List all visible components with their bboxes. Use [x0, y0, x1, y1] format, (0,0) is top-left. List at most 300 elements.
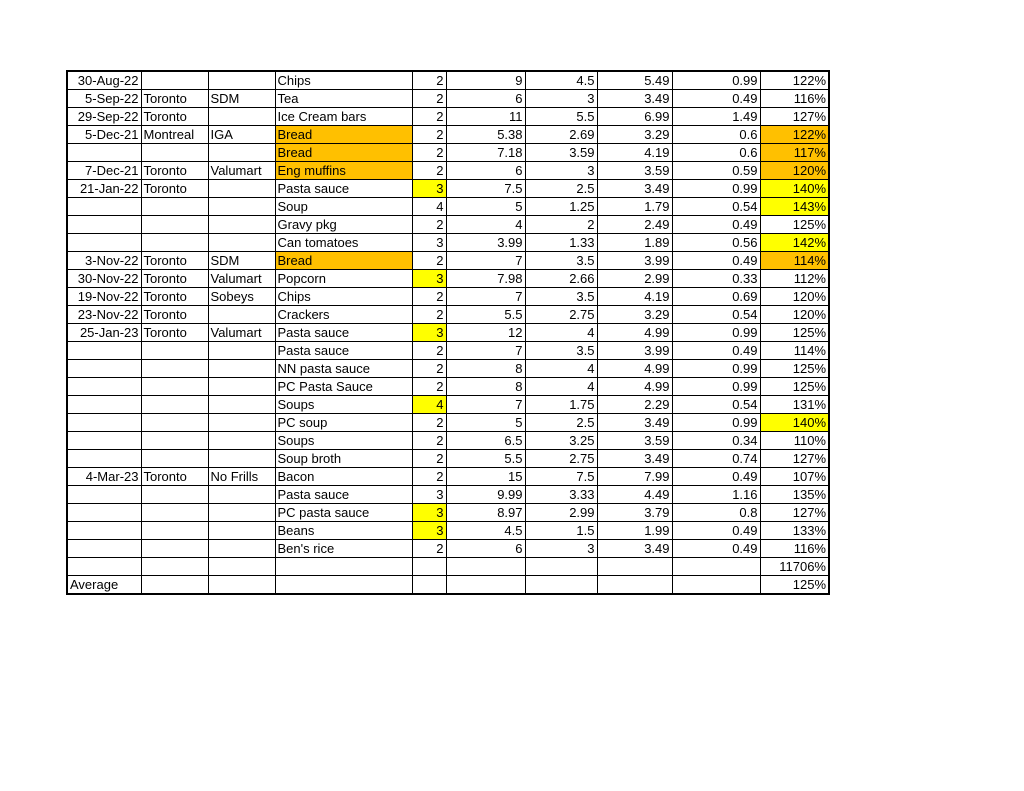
cell-store[interactable] [208, 234, 275, 252]
cell-total-price[interactable]: 7 [446, 396, 525, 414]
cell-city[interactable] [141, 216, 208, 234]
cell-store[interactable]: Valumart [208, 324, 275, 342]
cell-unit-price[interactable] [525, 576, 597, 595]
cell-store[interactable] [208, 576, 275, 595]
cell-date[interactable] [67, 216, 141, 234]
cell-city[interactable]: Toronto [141, 324, 208, 342]
cell-savings[interactable]: 0.54 [672, 198, 760, 216]
cell-total-price[interactable]: 5.5 [446, 450, 525, 468]
cell-date[interactable] [67, 450, 141, 468]
cell-unit-price[interactable]: 3.59 [525, 144, 597, 162]
cell-item[interactable]: Pasta sauce [275, 486, 412, 504]
cell-date[interactable]: 25-Jan-23 [67, 324, 141, 342]
cell-unit-price[interactable]: 2 [525, 216, 597, 234]
cell-city[interactable] [141, 414, 208, 432]
cell-store[interactable] [208, 450, 275, 468]
cell-savings[interactable]: 0.99 [672, 414, 760, 432]
cell-savings[interactable]: 1.49 [672, 108, 760, 126]
cell-ratio[interactable]: 140% [760, 180, 829, 198]
cell-total-price[interactable]: 4.5 [446, 522, 525, 540]
cell-qty[interactable]: 2 [412, 252, 446, 270]
cell-qty[interactable]: 2 [412, 360, 446, 378]
cell-ratio[interactable]: 133% [760, 522, 829, 540]
cell-regular-price[interactable]: 7.99 [597, 468, 672, 486]
cell-city[interactable] [141, 558, 208, 576]
cell-city[interactable] [141, 396, 208, 414]
cell-ratio[interactable]: 140% [760, 414, 829, 432]
cell-store[interactable]: Sobeys [208, 288, 275, 306]
cell-city[interactable]: Toronto [141, 90, 208, 108]
cell-ratio[interactable]: 114% [760, 252, 829, 270]
cell-total-price[interactable]: 9 [446, 71, 525, 90]
cell-date[interactable] [67, 486, 141, 504]
cell-qty[interactable]: 3 [412, 486, 446, 504]
cell-regular-price[interactable]: 4.49 [597, 486, 672, 504]
cell-unit-price[interactable]: 2.5 [525, 180, 597, 198]
cell-date[interactable] [67, 144, 141, 162]
cell-store[interactable] [208, 360, 275, 378]
cell-unit-price[interactable]: 4 [525, 360, 597, 378]
cell-regular-price[interactable]: 3.29 [597, 126, 672, 144]
cell-city[interactable] [141, 522, 208, 540]
cell-date[interactable]: Average [67, 576, 141, 595]
cell-qty[interactable] [412, 558, 446, 576]
cell-savings[interactable]: 0.8 [672, 504, 760, 522]
cell-city[interactable]: Toronto [141, 468, 208, 486]
cell-item[interactable]: Bread [275, 252, 412, 270]
cell-city[interactable]: Toronto [141, 306, 208, 324]
cell-savings[interactable]: 0.69 [672, 288, 760, 306]
cell-date[interactable]: 5-Sep-22 [67, 90, 141, 108]
cell-regular-price[interactable]: 3.49 [597, 450, 672, 468]
cell-item[interactable]: Tea [275, 90, 412, 108]
cell-savings[interactable]: 0.99 [672, 324, 760, 342]
cell-item[interactable]: Bacon [275, 468, 412, 486]
cell-unit-price[interactable]: 3.5 [525, 288, 597, 306]
cell-date[interactable] [67, 342, 141, 360]
table-row [67, 252, 829, 270]
cell-ratio[interactable]: 116% [760, 540, 829, 558]
cell-qty[interactable]: 3 [412, 522, 446, 540]
cell-store[interactable] [208, 378, 275, 396]
cell-store[interactable] [208, 504, 275, 522]
cell-regular-price[interactable]: 3.49 [597, 414, 672, 432]
cell-store[interactable] [208, 342, 275, 360]
cell-total-price[interactable]: 6 [446, 162, 525, 180]
cell-city[interactable] [141, 342, 208, 360]
cell-savings[interactable]: 0.74 [672, 450, 760, 468]
cell-ratio[interactable]: 125% [760, 576, 829, 595]
cell-savings[interactable]: 0.49 [672, 216, 760, 234]
cell-unit-price[interactable]: 4 [525, 378, 597, 396]
cell-item[interactable]: Beans [275, 522, 412, 540]
cell-item[interactable]: NN pasta sauce [275, 360, 412, 378]
cell-unit-price[interactable]: 3.5 [525, 342, 597, 360]
cell-ratio[interactable]: 107% [760, 468, 829, 486]
cell-savings[interactable]: 1.16 [672, 486, 760, 504]
cell-store[interactable] [208, 144, 275, 162]
cell-ratio[interactable]: 110% [760, 432, 829, 450]
cell-qty[interactable]: 2 [412, 216, 446, 234]
cell-city[interactable] [141, 540, 208, 558]
cell-total-price[interactable]: 5.5 [446, 306, 525, 324]
cell-qty[interactable]: 4 [412, 396, 446, 414]
cell-item[interactable]: Soups [275, 432, 412, 450]
cell-regular-price[interactable]: 3.49 [597, 90, 672, 108]
cell-date[interactable]: 7-Dec-21 [67, 162, 141, 180]
cell-store[interactable] [208, 414, 275, 432]
cell-regular-price[interactable]: 4.99 [597, 324, 672, 342]
cell-total-price[interactable]: 6 [446, 540, 525, 558]
cell-item[interactable]: Popcorn [275, 270, 412, 288]
cell-savings[interactable]: 0.34 [672, 432, 760, 450]
cell-total-price[interactable]: 12 [446, 324, 525, 342]
cell-city[interactable]: Toronto [141, 180, 208, 198]
cell-regular-price[interactable]: 2.29 [597, 396, 672, 414]
cell-qty[interactable]: 2 [412, 432, 446, 450]
cell-unit-price[interactable]: 2.99 [525, 504, 597, 522]
cell-unit-price[interactable]: 3 [525, 162, 597, 180]
cell-savings[interactable]: 0.49 [672, 522, 760, 540]
cell-qty[interactable]: 2 [412, 126, 446, 144]
cell-item[interactable]: Bread [275, 144, 412, 162]
cell-unit-price[interactable]: 3 [525, 90, 597, 108]
cell-ratio[interactable]: 120% [760, 306, 829, 324]
cell-city[interactable]: Montreal [141, 126, 208, 144]
cell-city[interactable]: Toronto [141, 252, 208, 270]
cell-date[interactable]: 23-Nov-22 [67, 306, 141, 324]
cell-item[interactable]: Gravy pkg [275, 216, 412, 234]
cell-qty[interactable]: 3 [412, 504, 446, 522]
cell-total-price[interactable]: 7 [446, 288, 525, 306]
cell-date[interactable] [67, 396, 141, 414]
cell-qty[interactable]: 2 [412, 414, 446, 432]
cell-ratio[interactable]: 142% [760, 234, 829, 252]
cell-item[interactable]: PC pasta sauce [275, 504, 412, 522]
cell-date[interactable] [67, 522, 141, 540]
cell-regular-price[interactable]: 3.59 [597, 432, 672, 450]
cell-city[interactable] [141, 71, 208, 90]
cell-store[interactable] [208, 71, 275, 90]
cell-regular-price[interactable]: 3.79 [597, 504, 672, 522]
cell-store[interactable] [208, 396, 275, 414]
cell-city[interactable]: Toronto [141, 108, 208, 126]
table-row [67, 198, 829, 216]
cell-unit-price[interactable]: 5.5 [525, 108, 597, 126]
cell-ratio[interactable]: 125% [760, 216, 829, 234]
cell-regular-price[interactable]: 3.49 [597, 180, 672, 198]
cell-item[interactable]: Pasta sauce [275, 342, 412, 360]
cell-regular-price[interactable]: 3.99 [597, 252, 672, 270]
cell-savings[interactable]: 0.99 [672, 180, 760, 198]
cell-item[interactable] [275, 558, 412, 576]
cell-date[interactable]: 5-Dec-21 [67, 126, 141, 144]
cell-ratio[interactable]: 125% [760, 378, 829, 396]
cell-city[interactable]: Toronto [141, 288, 208, 306]
cell-store[interactable]: No Frills [208, 468, 275, 486]
cell-date[interactable] [67, 540, 141, 558]
cell-ratio[interactable]: 125% [760, 360, 829, 378]
cell-total-price[interactable]: 7 [446, 252, 525, 270]
cell-store[interactable] [208, 180, 275, 198]
cell-store[interactable]: Valumart [208, 162, 275, 180]
cell-ratio[interactable]: 125% [760, 324, 829, 342]
cell-regular-price[interactable]: 3.99 [597, 342, 672, 360]
cell-total-price[interactable]: 5 [446, 414, 525, 432]
cell-item[interactable]: Bread [275, 126, 412, 144]
cell-savings[interactable]: 0.54 [672, 396, 760, 414]
cell-savings[interactable]: 0.33 [672, 270, 760, 288]
cell-qty[interactable] [412, 576, 446, 595]
cell-date[interactable] [67, 504, 141, 522]
cell-ratio[interactable]: 114% [760, 342, 829, 360]
cell-unit-price[interactable]: 1.25 [525, 198, 597, 216]
cell-qty[interactable]: 2 [412, 540, 446, 558]
cell-savings[interactable]: 0.49 [672, 90, 760, 108]
cell-unit-price[interactable]: 2.66 [525, 270, 597, 288]
cell-ratio[interactable]: 117% [760, 144, 829, 162]
cell-item[interactable]: Pasta sauce [275, 180, 412, 198]
table-row [67, 324, 829, 342]
cell-item[interactable]: Can tomatoes [275, 234, 412, 252]
cell-qty[interactable]: 3 [412, 270, 446, 288]
cell-date[interactable]: 29-Sep-22 [67, 108, 141, 126]
cell-unit-price[interactable]: 2.75 [525, 306, 597, 324]
cell-regular-price[interactable]: 6.99 [597, 108, 672, 126]
cell-savings[interactable]: 0.99 [672, 378, 760, 396]
cell-item[interactable]: Soup broth [275, 450, 412, 468]
cell-unit-price[interactable]: 4.5 [525, 71, 597, 90]
cell-unit-price[interactable]: 1.75 [525, 396, 597, 414]
cell-store[interactable]: SDM [208, 90, 275, 108]
cell-city[interactable] [141, 432, 208, 450]
cell-store[interactable] [208, 522, 275, 540]
cell-regular-price[interactable] [597, 576, 672, 595]
cell-ratio[interactable]: 127% [760, 450, 829, 468]
cell-unit-price[interactable]: 4 [525, 324, 597, 342]
cell-unit-price[interactable]: 2.75 [525, 450, 597, 468]
cell-ratio[interactable]: 120% [760, 288, 829, 306]
cell-unit-price[interactable]: 2.69 [525, 126, 597, 144]
cell-ratio[interactable]: 122% [760, 71, 829, 90]
cell-store[interactable]: Valumart [208, 270, 275, 288]
cell-item[interactable]: Ben's rice [275, 540, 412, 558]
cell-regular-price[interactable]: 2.49 [597, 216, 672, 234]
cell-store[interactable]: IGA [208, 126, 275, 144]
cell-date[interactable]: 21-Jan-22 [67, 180, 141, 198]
cell-total-price[interactable]: 3.99 [446, 234, 525, 252]
cell-total-price[interactable]: 6 [446, 90, 525, 108]
cell-unit-price[interactable]: 1.33 [525, 234, 597, 252]
cell-item[interactable]: Soup [275, 198, 412, 216]
cell-qty[interactable]: 2 [412, 378, 446, 396]
cell-total-price[interactable]: 5 [446, 198, 525, 216]
cell-date[interactable]: 30-Nov-22 [67, 270, 141, 288]
cell-item[interactable]: PC Pasta Sauce [275, 378, 412, 396]
cell-date[interactable] [67, 234, 141, 252]
cell-savings[interactable]: 0.49 [672, 342, 760, 360]
cell-savings[interactable]: 0.99 [672, 71, 760, 90]
cell-unit-price[interactable]: 2.5 [525, 414, 597, 432]
table-row [67, 270, 829, 288]
cell-ratio[interactable]: 143% [760, 198, 829, 216]
cell-city[interactable]: Toronto [141, 270, 208, 288]
cell-savings[interactable]: 0.49 [672, 540, 760, 558]
cell-regular-price[interactable]: 4.19 [597, 144, 672, 162]
cell-total-price[interactable]: 7.5 [446, 180, 525, 198]
cell-ratio[interactable]: 127% [760, 108, 829, 126]
cell-regular-price[interactable]: 1.79 [597, 198, 672, 216]
table-row [67, 576, 829, 595]
cell-city[interactable] [141, 198, 208, 216]
cell-date[interactable] [67, 360, 141, 378]
cell-item[interactable]: Ice Cream bars [275, 108, 412, 126]
cell-store[interactable] [208, 558, 275, 576]
cell-total-price[interactable]: 8 [446, 378, 525, 396]
cell-regular-price[interactable]: 4.99 [597, 360, 672, 378]
cell-total-price[interactable] [446, 558, 525, 576]
cell-savings[interactable]: 0.59 [672, 162, 760, 180]
cell-savings[interactable]: 0.54 [672, 306, 760, 324]
cell-unit-price[interactable]: 3.25 [525, 432, 597, 450]
cell-regular-price[interactable]: 1.89 [597, 234, 672, 252]
cell-ratio[interactable]: 11706% [760, 558, 829, 576]
cell-total-price[interactable]: 7 [446, 342, 525, 360]
cell-savings[interactable]: 0.6 [672, 144, 760, 162]
cell-total-price[interactable]: 8 [446, 360, 525, 378]
cell-total-price[interactable]: 4 [446, 216, 525, 234]
cell-city[interactable]: Toronto [141, 162, 208, 180]
cell-unit-price[interactable]: 7.5 [525, 468, 597, 486]
cell-item[interactable]: PC soup [275, 414, 412, 432]
cell-qty[interactable]: 2 [412, 468, 446, 486]
cell-unit-price[interactable]: 3.5 [525, 252, 597, 270]
cell-date[interactable]: 30-Aug-22 [67, 71, 141, 90]
cell-regular-price[interactable]: 5.49 [597, 71, 672, 90]
cell-unit-price[interactable]: 3 [525, 540, 597, 558]
cell-item[interactable]: Pasta sauce [275, 324, 412, 342]
cell-date[interactable] [67, 378, 141, 396]
cell-city[interactable] [141, 144, 208, 162]
cell-store[interactable] [208, 198, 275, 216]
cell-regular-price[interactable]: 1.99 [597, 522, 672, 540]
table-row [67, 522, 829, 540]
cell-regular-price[interactable]: 4.19 [597, 288, 672, 306]
cell-qty[interactable]: 4 [412, 198, 446, 216]
cell-regular-price[interactable]: 3.49 [597, 540, 672, 558]
cell-ratio[interactable]: 122% [760, 126, 829, 144]
cell-item[interactable]: Crackers [275, 306, 412, 324]
cell-ratio[interactable]: 131% [760, 396, 829, 414]
cell-savings[interactable] [672, 558, 760, 576]
cell-ratio[interactable]: 116% [760, 90, 829, 108]
cell-ratio[interactable]: 112% [760, 270, 829, 288]
cell-date[interactable] [67, 414, 141, 432]
cell-total-price[interactable]: 5.38 [446, 126, 525, 144]
cell-city[interactable] [141, 576, 208, 595]
cell-item[interactable]: Eng muffins [275, 162, 412, 180]
cell-city[interactable] [141, 486, 208, 504]
cell-qty[interactable]: 2 [412, 71, 446, 90]
cell-qty[interactable]: 2 [412, 450, 446, 468]
cell-city[interactable] [141, 378, 208, 396]
cell-savings[interactable]: 0.49 [672, 252, 760, 270]
cell-qty[interactable]: 2 [412, 342, 446, 360]
cell-qty[interactable]: 2 [412, 162, 446, 180]
cell-store[interactable] [208, 216, 275, 234]
cell-city[interactable] [141, 504, 208, 522]
cell-item[interactable]: Soups [275, 396, 412, 414]
cell-city[interactable] [141, 234, 208, 252]
table-row [67, 396, 829, 414]
cell-qty[interactable]: 3 [412, 234, 446, 252]
cell-savings[interactable]: 0.99 [672, 360, 760, 378]
cell-unit-price[interactable] [525, 558, 597, 576]
cell-regular-price[interactable]: 3.29 [597, 306, 672, 324]
table-row [67, 71, 829, 90]
cell-regular-price[interactable]: 3.59 [597, 162, 672, 180]
table-row [67, 90, 829, 108]
cell-qty[interactable]: 2 [412, 306, 446, 324]
cell-date[interactable]: 19-Nov-22 [67, 288, 141, 306]
cell-qty[interactable]: 2 [412, 90, 446, 108]
cell-store[interactable] [208, 432, 275, 450]
cell-ratio[interactable]: 135% [760, 486, 829, 504]
table-row [67, 342, 829, 360]
cell-total-price[interactable]: 11 [446, 108, 525, 126]
cell-total-price[interactable] [446, 576, 525, 595]
cell-date[interactable]: 3-Nov-22 [67, 252, 141, 270]
cell-date[interactable] [67, 558, 141, 576]
cell-savings[interactable] [672, 576, 760, 595]
cell-unit-price[interactable]: 1.5 [525, 522, 597, 540]
cell-regular-price[interactable]: 4.99 [597, 378, 672, 396]
cell-qty[interactable]: 2 [412, 108, 446, 126]
cell-store[interactable] [208, 108, 275, 126]
cell-store[interactable]: SDM [208, 252, 275, 270]
cell-savings[interactable]: 0.56 [672, 234, 760, 252]
cell-qty[interactable]: 2 [412, 288, 446, 306]
cell-savings[interactable]: 0.6 [672, 126, 760, 144]
cell-total-price[interactable]: 6.5 [446, 432, 525, 450]
cell-item[interactable] [275, 576, 412, 595]
cell-date[interactable]: 4-Mar-23 [67, 468, 141, 486]
cell-ratio[interactable]: 120% [760, 162, 829, 180]
cell-total-price[interactable]: 7.18 [446, 144, 525, 162]
cell-total-price[interactable]: 7.98 [446, 270, 525, 288]
cell-city[interactable] [141, 450, 208, 468]
cell-store[interactable] [208, 486, 275, 504]
cell-date[interactable] [67, 432, 141, 450]
cell-date[interactable] [67, 198, 141, 216]
cell-savings[interactable]: 0.49 [672, 468, 760, 486]
cell-store[interactable] [208, 540, 275, 558]
cell-qty[interactable]: 2 [412, 144, 446, 162]
cell-regular-price[interactable] [597, 558, 672, 576]
cell-qty[interactable]: 3 [412, 180, 446, 198]
cell-item[interactable]: Chips [275, 71, 412, 90]
cell-total-price[interactable]: 9.99 [446, 486, 525, 504]
cell-city[interactable] [141, 360, 208, 378]
cell-store[interactable] [208, 306, 275, 324]
cell-total-price[interactable]: 8.97 [446, 504, 525, 522]
cell-item[interactable]: Chips [275, 288, 412, 306]
cell-ratio[interactable]: 127% [760, 504, 829, 522]
cell-qty[interactable]: 3 [412, 324, 446, 342]
cell-total-price[interactable]: 15 [446, 468, 525, 486]
cell-regular-price[interactable]: 2.99 [597, 270, 672, 288]
cell-unit-price[interactable]: 3.33 [525, 486, 597, 504]
